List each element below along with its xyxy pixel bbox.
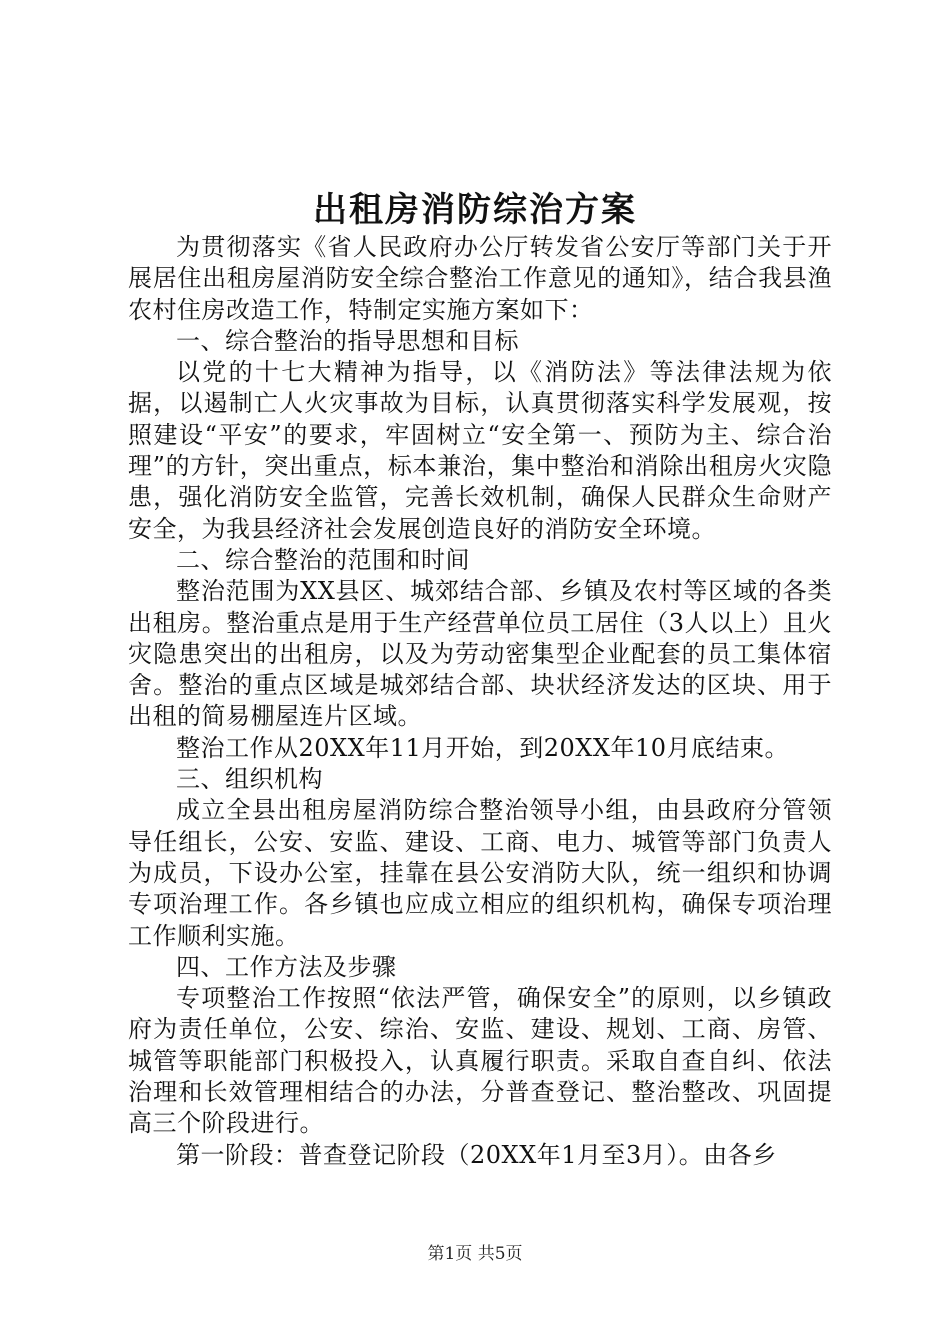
- section-heading-4: 四、工作方法及步骤: [176, 952, 397, 981]
- section-heading-3: 三、组织机构: [176, 765, 323, 794]
- body-paragraph: 整治范围为XX县区、城郊结合部、乡镇及农村等区域的各类出租房。整治重点是用于生产经营单位员工居住（3人以上）且火灾隐患突出的出租房，以及为劳动密集型企业配套的员工集体宿舍。整治的重点区域是城郊结合部、块状经济发达的区块、用于出租的简易棚屋连片区域。: [128, 577, 832, 731]
- intro-paragraph: 为贯彻落实《省人民政府办公厅转发省公安厅等部门关于开展居住出租房屋消防安全综合整治工作意见的通知》，结合我县渔农村住房改造工作，特制定实施方案如下：: [128, 233, 832, 324]
- body-paragraph: 成立全县出租房屋消防综合整治领导小组，由县政府分管领导任组长，公安、安监、建设、工商、电力、城管等部门负责人为成员，下设办公室，挂靠在县公安消防大队，统一组织和协调专项治理工作。各乡镇也应成立相应的组织机构，确保专项治理工作顺利实施。: [128, 796, 832, 950]
- document-title: 出租房消防综治方案: [313, 190, 637, 230]
- page-number-footer: 第1页 共5页: [427, 1244, 523, 1264]
- section-heading-1: 一、综合整治的指导思想和目标: [176, 326, 519, 355]
- body-paragraph: 第一阶段：普查登记阶段（20XX年1月至3月）。由各乡: [176, 1140, 777, 1169]
- body-paragraph: 整治工作从20XX年11月开始，到20XX年10月底结束。: [176, 733, 789, 762]
- document-body: [128, 232, 832, 1171]
- body-paragraph: 以党的十七大精神为指导，以《消防法》等法律法规为依据，以遏制亡人火灾事故为目标，认真贯彻落实科学发展观，按照建设“平安”的要求，牢固树立“安全第一、预防为主、综合治理”的方针，突出重点，标本兼治，集中整治和消除出租房火灾隐患，强化消防安全监管，完善长效机制，确保人民群众生命财产安全，为我县经济社会发展创造良好的消防安全环境。: [128, 358, 832, 543]
- body-paragraph: 专项整治工作按照“依法严管，确保安全”的原则，以乡镇政府为责任单位，公安、综治、安监、建设、规划、工商、房管、城管等职能部门积极投入，认真履行职责。采取自查自纠、依法治理和长效管理相结合的办法，分普查登记、整治整改、巩固提高三个阶段进行。: [128, 984, 832, 1138]
- section-heading-2: 二、综合整治的范围和时间: [176, 545, 470, 574]
